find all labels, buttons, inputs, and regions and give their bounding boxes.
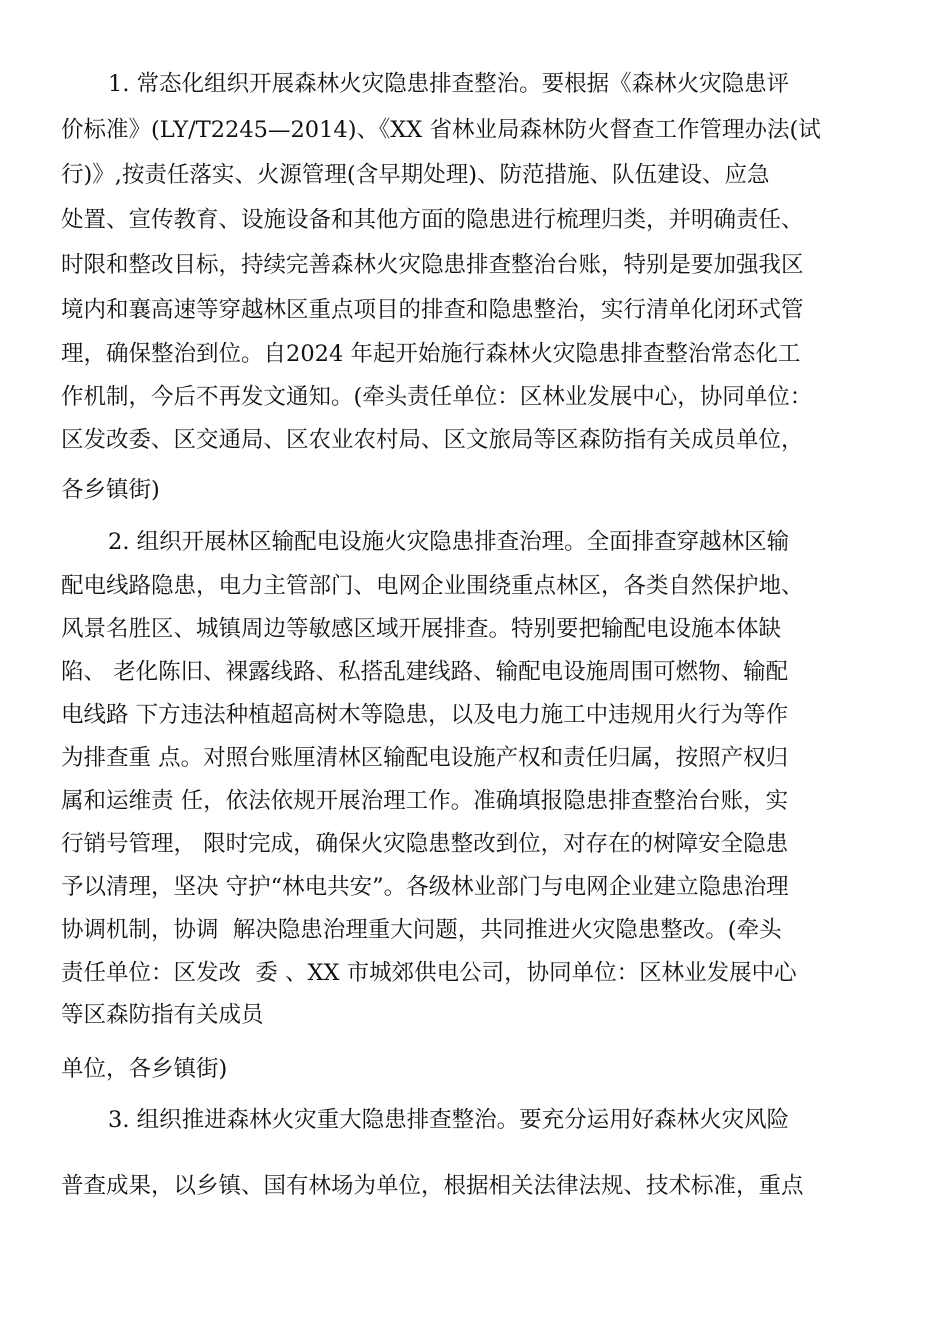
paragraph-1-line-9: 区发改委、区交通局、区农业农村局、区文旅局等区森防指有关成员单位， — [61, 427, 804, 453]
paragraph-1-line-8: 作机制，今后不再发文通知。(牵头责任单位：区林业发展中心，协同单位： — [61, 384, 813, 410]
paragraph-2-line-9: 予以清理，坚决 守护“林电共安”。各级林业部门与电网企业建立隐患治理 — [61, 874, 789, 900]
paragraph-1-line-3: 行)》,按责任落实、火源管理(含早期处理)、防范措施、队伍建设、应急 — [61, 162, 770, 188]
paragraph-3-line-1: 3. 组织推进森林火灾重大隐患排查整治。要充分运用好森林火灾风险 — [108, 1107, 790, 1133]
paragraph-2-line-10: 协调机制，协调 解决隐患治理重大问题，共同推进火灾隐患整改。(牵头 — [61, 917, 782, 943]
paragraph-2-line-6: 为排查重 点。对照台账厘清林区输配电设施产权和责任归属，按照产权归 — [61, 745, 789, 771]
paragraph-1-line-4: 处置、宣传教育、设施设备和其他方面的隐患进行梳理归类，并明确责任、 — [61, 207, 804, 233]
paragraph-1-line-2: 价标准》(LY/T2245—2014)、《XX 省林业局森林防火督查工作管理办法(试 — [61, 117, 821, 143]
paragraph-2-line-13: 单位，各乡镇街) — [61, 1056, 228, 1082]
paragraph-1-line-10: 各乡镇街) — [61, 477, 160, 503]
paragraph-1-line-6: 境内和襄高速等穿越林区重点项目的排查和隐患整治，实行清单化闭环式管 — [61, 297, 804, 323]
paragraph-3-line-2: 普查成果，以乡镇、国有林场为单位，根据相关法律法规、技术标准，重点 — [61, 1173, 804, 1199]
paragraph-2-line-5: 电线路 下方违法种植超高树木等隐患，以及电力施工中违规用火行为等作 — [61, 702, 789, 728]
paragraph-2-line-8: 行销号管理， 限时完成，确保火灾隐患整改到位，对存在的树障安全隐患 — [61, 831, 789, 857]
paragraph-2-line-12: 等区森防指有关成员 — [61, 1002, 264, 1028]
paragraph-2-line-1: 2. 组织开展林区输配电设施火灾隐患排查治理。全面排查穿越林区输 — [108, 529, 790, 555]
paragraph-2-line-4: 陷、 老化陈旧、裸露线路、私搭乱建线路、输配电设施周围可燃物、输配 — [61, 659, 789, 685]
paragraph-2-line-2: 配电线路隐患，电力主管部门、电网企业围绕重点林区，各类自然保护地、 — [61, 573, 804, 599]
paragraph-2-line-3: 风景名胜区、城镇周边等敏感区域开展排查。特别要把输配电设施本体缺 — [61, 616, 782, 642]
paragraph-2-line-11: 责任单位：区发改 委 、XX 市城郊供电公司，协同单位：区林业发展中心 — [61, 960, 797, 986]
paragraph-1-line-7: 理，确保整治到位。自2024 年起开始施行森林火灾隐患排查整治常态化工 — [61, 341, 801, 367]
paragraph-2-line-7: 属和运维责 任，依法依规开展治理工作。准确填报隐患排查整治台账，实 — [61, 788, 789, 814]
paragraph-1-line-5: 时限和整改目标，持续完善森林火灾隐患排查整治台账，特别是要加强我区 — [61, 252, 804, 278]
paragraph-1-line-1: 1. 常态化组织开展森林火灾隐患排查整治。要根据《森林火灾隐患评 — [108, 71, 790, 97]
